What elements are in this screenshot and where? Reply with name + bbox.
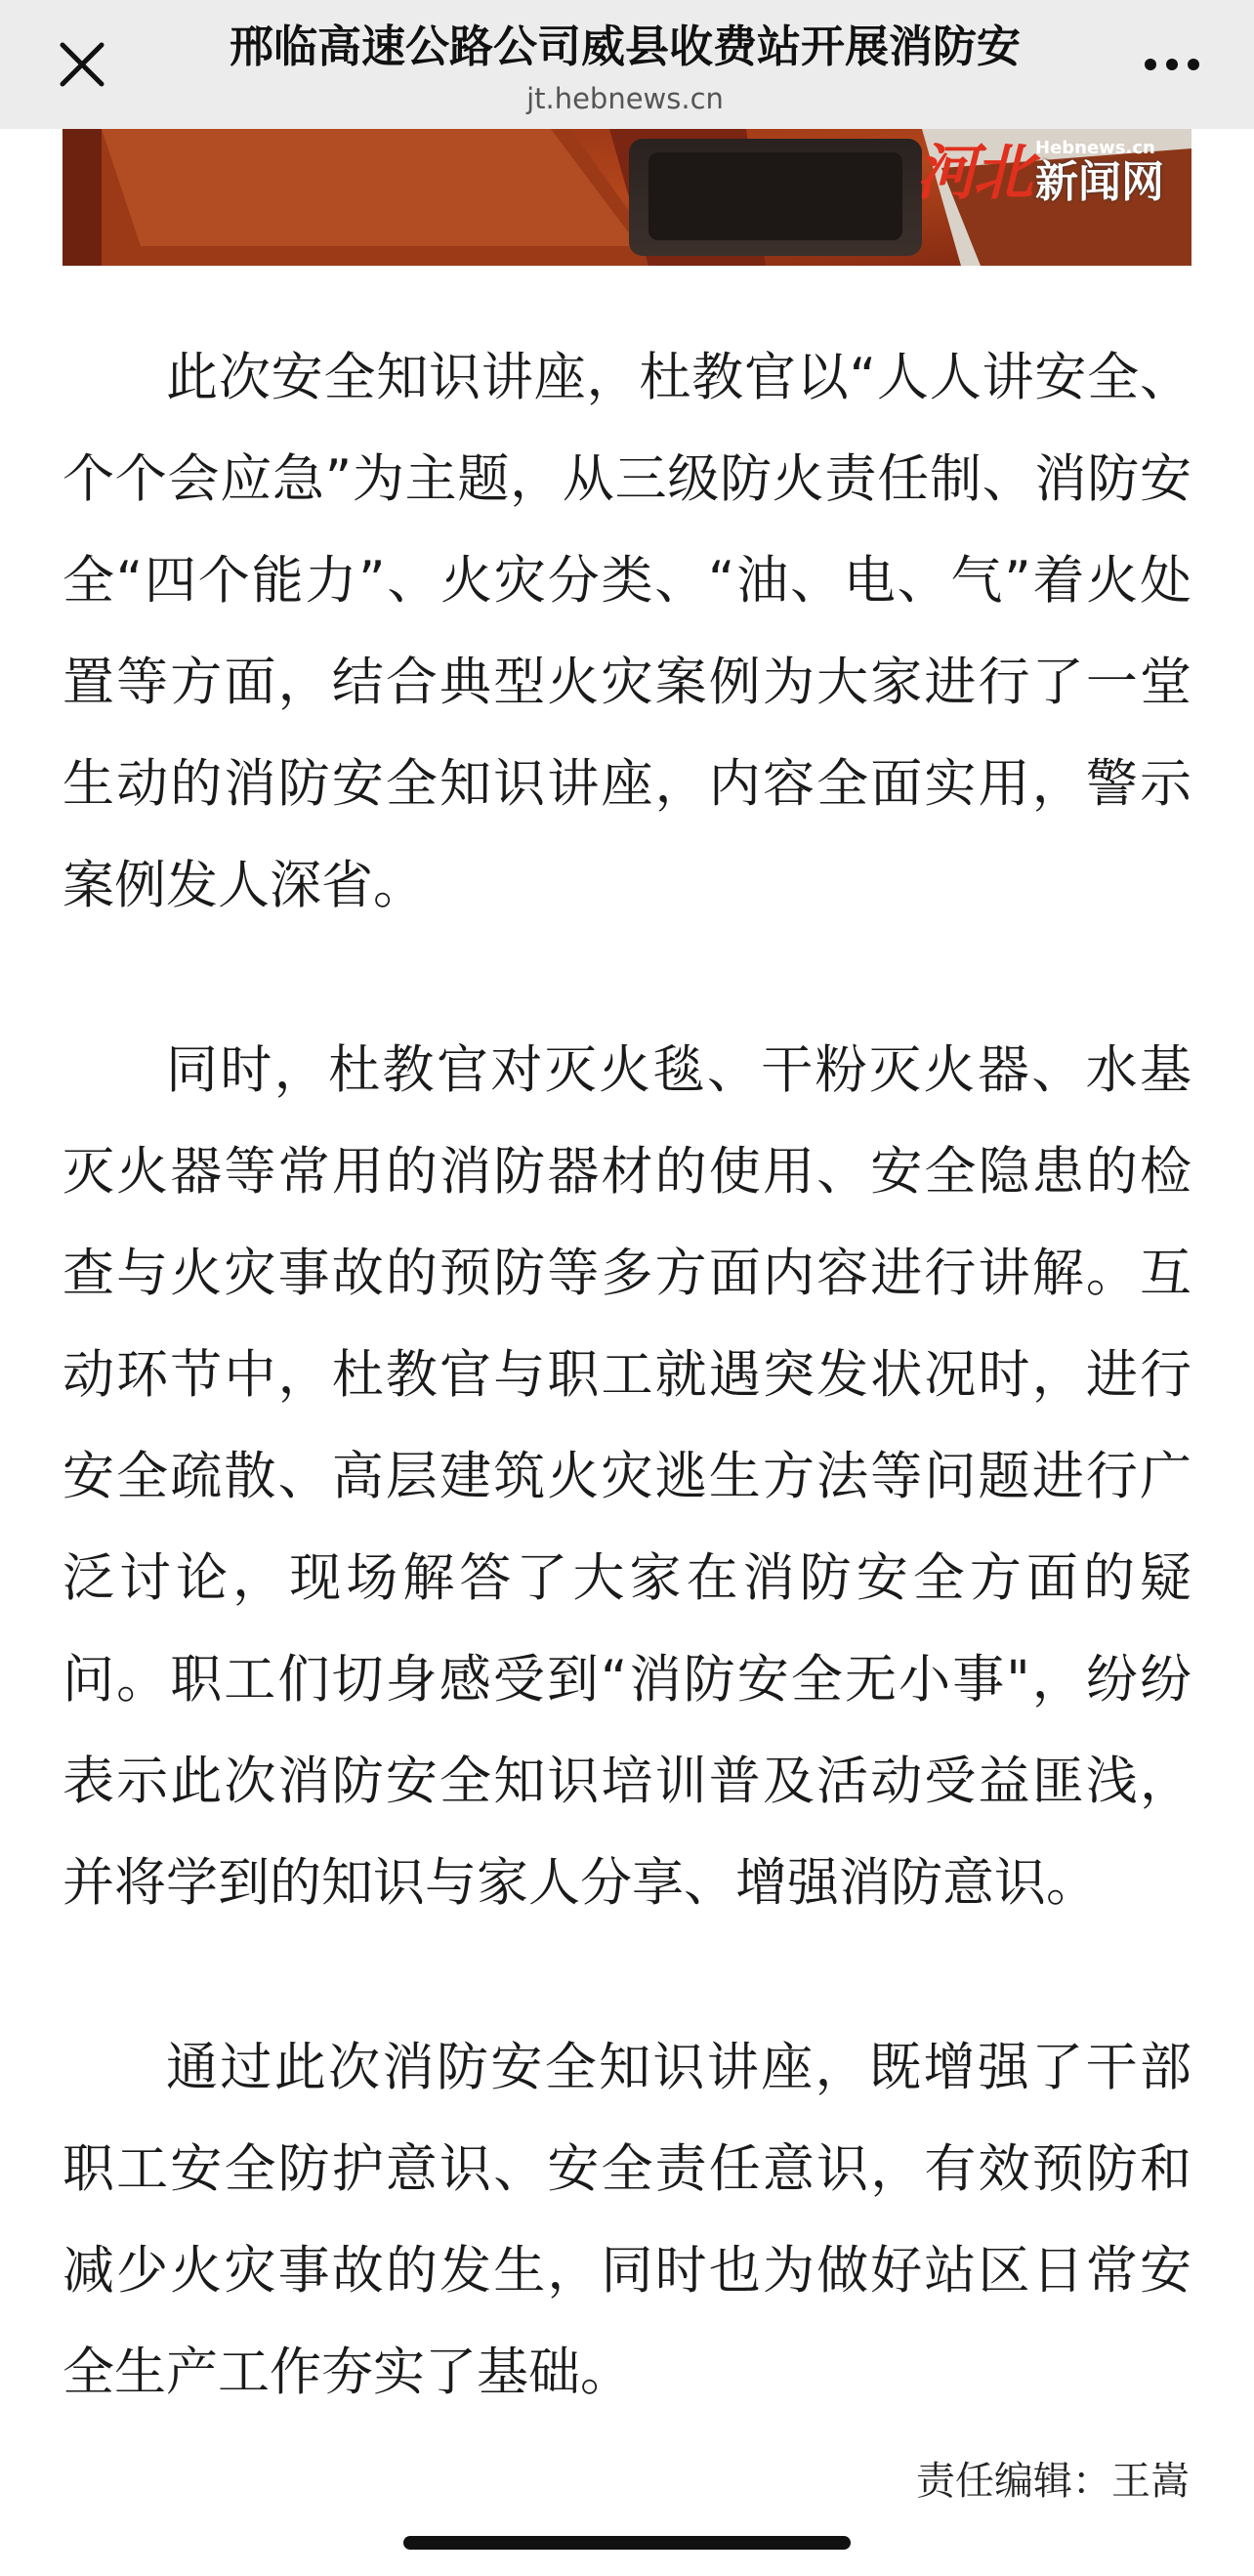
- article-photo: [63, 129, 1191, 266]
- page-url: jt.hebnews.cn: [526, 82, 724, 115]
- close-icon: [57, 39, 107, 90]
- page-title: 邢临高速公路公司威县收费站开展消防安: [229, 21, 1021, 72]
- more-button[interactable]: [1133, 39, 1211, 90]
- watermark-cn: 新闻网: [1035, 157, 1164, 207]
- article-paragraph: 此次安全知识讲座，杜教官以“人人讲安全、个个会应急”为主题，从三级防火责任制、消防安全“四个能力”、火灾分类、“油、电、气”着火处置等方面，结合典型火灾案例为大家进行了一堂生动的消防安全知识讲座，内容全面实用，警示案例发人深省。: [63, 348, 1191, 915]
- navbar-title-block: [156, 14, 1094, 117]
- top-navbar: [0, 0, 1254, 129]
- article-paragraph: 通过此次消防安全知识讲座，既增强了干部职工安全防护意识、安全责任意识，有效预防和减少火灾事故的发生，同时也为做好站区日常安全生产工作夯实了基础。: [63, 2038, 1191, 2402]
- more-icon: [1143, 58, 1201, 71]
- close-button[interactable]: [47, 29, 117, 100]
- home-indicator[interactable]: [403, 2536, 851, 2550]
- responsible-editor: 责任编辑：王嵩: [916, 2459, 1190, 2504]
- watermark-script: 河北: [915, 137, 1029, 208]
- article-paragraph: 同时，杜教官对灭火毯、干粉灭火器、水基灭火器等常用的消防器材的使用、安全隐患的检查与火灾事故的预防等多方面内容进行讲解。互动环节中，杜教官与职工就遇突发状况时，进行安全疏散、高层建筑火灾逃生方法等问题进行广泛讨论，现场解答了大家在消防安全方面的疑问。职工们切身感受到“消防安全无小事"，纷纷表示此次消防安全知识培训普及活动受益匪浅，并将学到的知识与家人分享、增强消防意识。: [63, 1040, 1191, 1913]
- article-body: [63, 327, 1191, 2424]
- watermark-en: Hebnews.cn: [1035, 138, 1155, 158]
- hebnews-watermark: [916, 139, 1164, 207]
